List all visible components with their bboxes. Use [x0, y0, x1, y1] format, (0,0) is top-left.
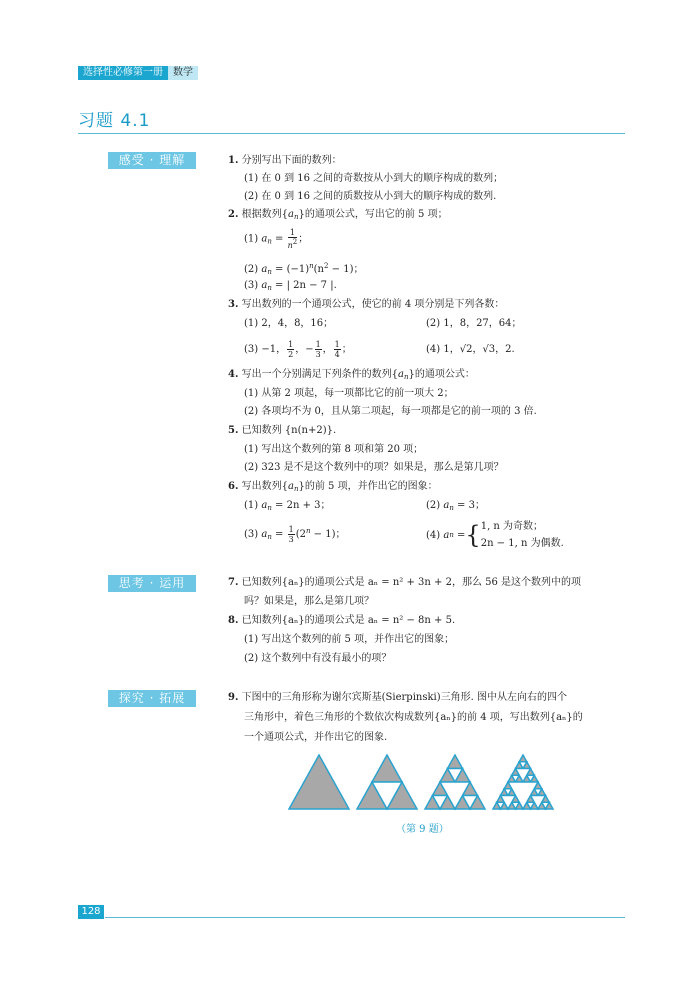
q2-part1: (1) $a_n$ = $\frac{1}{n2}$ ；: [244, 228, 309, 250]
figure-caption: （第 9 题）: [396, 824, 449, 835]
q3-stem: 3. 写出数列的一个通项公式，使它的前 4 项分别是下列各数：: [228, 299, 505, 310]
q3-part3: (3) −1， $\frac{1}{2}$ ，− $\frac{1}{3}$ ， $\frac{1}{4}$ ；: [244, 340, 352, 359]
q1-part2: (2) 在 0 到 16 之间的质数按从小到大的顺序构成的数列.: [244, 191, 497, 202]
footer-rule: [105, 917, 625, 918]
q3-part4: (4) 1，√2，√3，2.: [426, 344, 515, 355]
q6-case2: 2n − 1, n 为偶数.: [480, 538, 564, 549]
running-header: [78, 66, 198, 80]
q9-line2: 三角形中，着色三角形的个数依次构成数列{aₙ}的前 4 项，写出数列{aₙ}的: [244, 712, 583, 723]
q6-part3: (3) $a_n$ = $\frac{1}{3}$ $(2^n - 1)$；: [244, 525, 346, 544]
q8-part1: (1) 写出这个数列的前 5 项，并作出它的图象；: [244, 634, 455, 645]
book-label: 选择性必修第一册: [78, 66, 168, 80]
q6-part1: (1) $a_n = 2n + 3$；: [244, 500, 331, 512]
q2-part2: (2) $a_n = (-1)^n(n^2 - 1)$；: [244, 262, 364, 276]
page-number: 128: [78, 905, 104, 919]
shaded-triangle: [448, 755, 463, 769]
q6-stem: 6. 写出数列$\{a_n\}$的前 5 项，并作出它的图象：: [228, 481, 438, 493]
q6-part4: (4) a n = { 1, n 为奇数； 2n − 1, n 为偶数.: [426, 518, 564, 552]
q7-line1: 7. 已知数列{aₙ}的通项公式是 aₙ = n² + 3n + 2，那么 56 是这个数列中的项: [228, 577, 582, 588]
q9-line1: 9. 下图中的三角形称为谢尔宾斯基(Sierpinski)三角形. 图中从左向右的四个: [228, 692, 567, 703]
q5-part2: (2) 323 是不是这个数列中的项？如果是，那么是第几项？: [244, 462, 504, 473]
q5-part1: (1) 写出这个数列的第 8 项和第 20 项；: [244, 444, 424, 455]
q1-part1: (1) 在 0 到 16 之间的奇数按从小到大的顺序构成的数列；: [244, 173, 504, 184]
shaded-triangle: [289, 755, 349, 809]
q2-stem: 2. 根据数列$\{a_n\}$的通项公式，写出它的前 5 项；: [228, 209, 448, 221]
q2-part3: (3) $a_n$ = | 2n − 7 |.: [244, 280, 337, 292]
subject-label: 数学: [168, 66, 198, 80]
badge-explore-extend: 探究 · 拓展: [108, 690, 196, 707]
q7-line2: 吗？如果是，那么是第几项？: [244, 596, 374, 607]
q8-line1: 8. 已知数列{aₙ}的通项公式是 aₙ = n² − 8n + 5.: [228, 615, 456, 626]
badge-think-apply: 思考 · 运用: [108, 575, 196, 592]
badge-feel-understand: 感受 · 理解: [108, 152, 196, 169]
section-title: 习题 4.1: [78, 111, 151, 131]
shaded-triangle: [372, 755, 402, 782]
brace-icon: {: [465, 521, 481, 549]
q3-part2: (2) 1，8，27，64；: [426, 318, 522, 329]
title-rule: [78, 133, 625, 134]
q5-stem: 5. 已知数列 {n(n+2)}.: [228, 425, 337, 436]
shaded-triangle: [519, 755, 527, 762]
q6-case1: 1, n 为奇数；: [480, 521, 544, 532]
q4-part2: (2) 各项均不为 0，且从第二项起，每一项都是它的前一项的 3 倍.: [244, 406, 537, 417]
q9-line3: 一个通项公式，并作出它的图象.: [244, 732, 388, 743]
q1-stem: 1. 分别写出下面的数列：: [228, 155, 342, 166]
q6-part2: (2) $a_n = 3$；: [426, 500, 485, 512]
q4-stem: 4. 写出一个分别满足下列条件的数列$\{a_n\}$的通项公式：: [228, 369, 475, 381]
q3-part1: (1) 2，4，8，16；: [244, 318, 334, 329]
q8-part2: (2) 这个数列中有没有最小的项？: [244, 653, 392, 664]
q4-part1: (1) 从第 2 项起，每一项都比它的前一项大 2；: [244, 388, 454, 399]
sierpinski-figure: [285, 752, 565, 812]
